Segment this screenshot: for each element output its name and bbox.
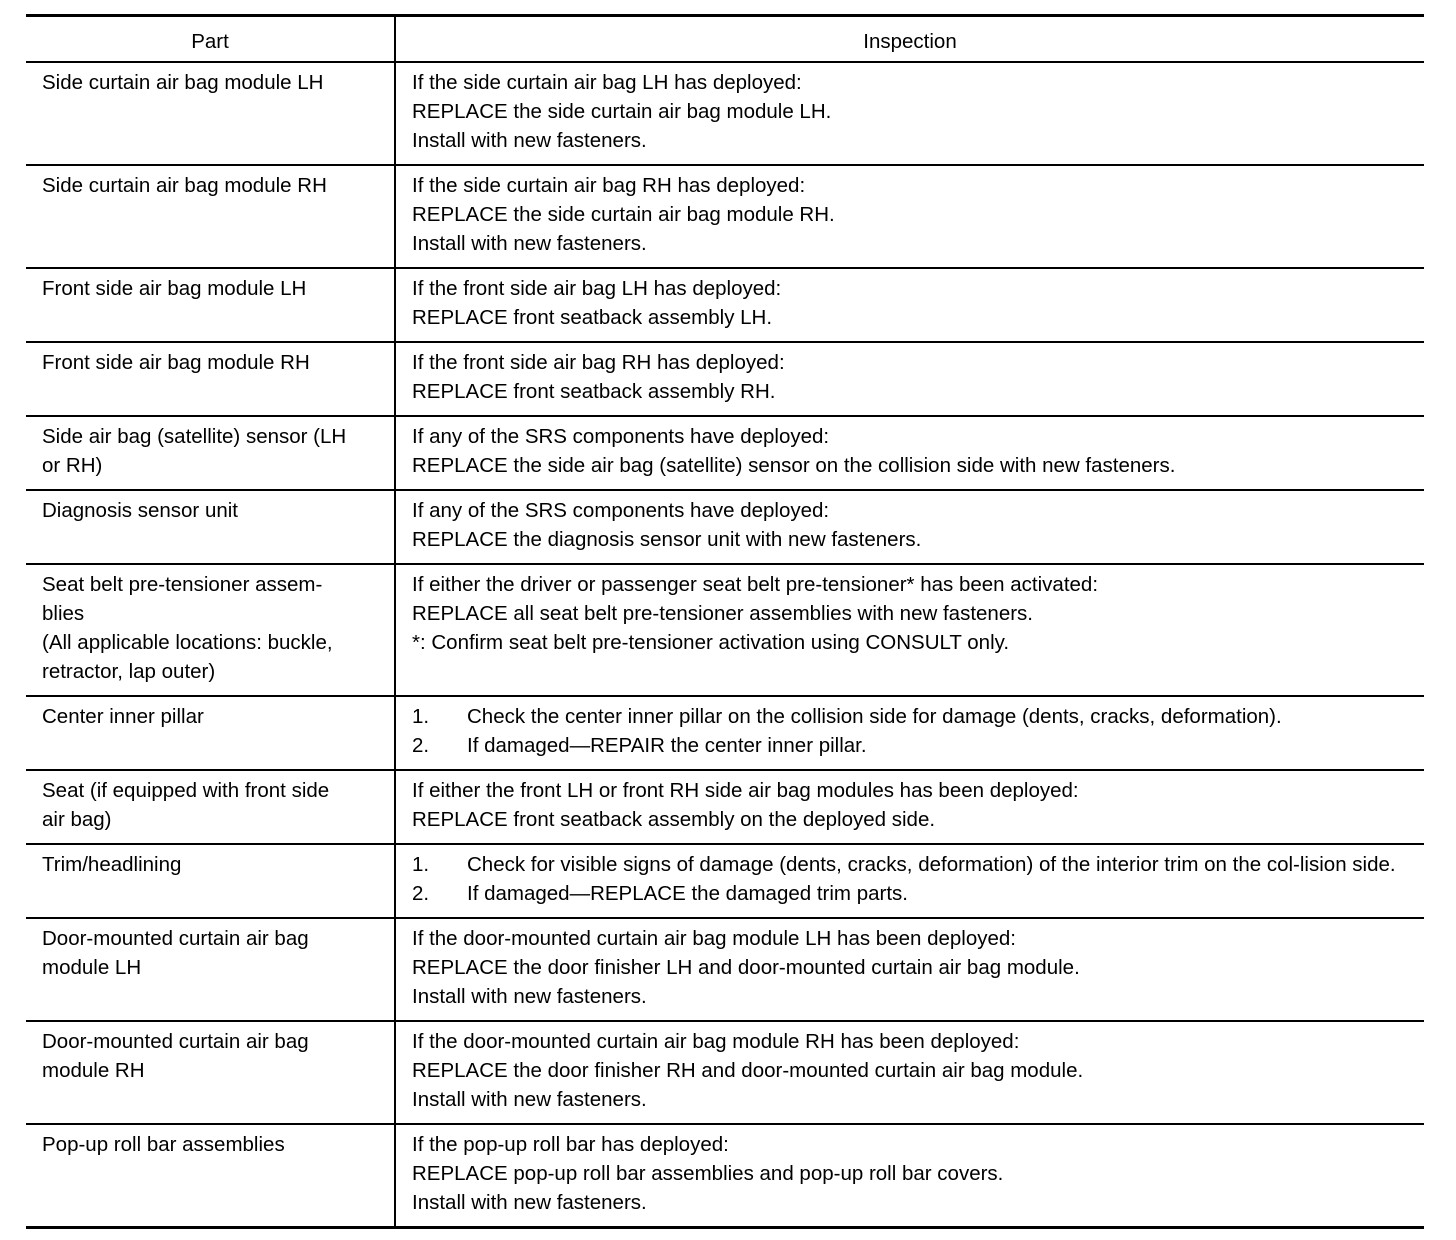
inspection-line: If the pop-up roll bar has deployed: (412, 1133, 729, 1156)
table-row (26, 1021, 1424, 1124)
inspection-line: If the door-mounted curtain air bag module LH has been deployed: (412, 927, 1016, 950)
inspection-cell (395, 342, 1424, 416)
part-name-line: Seat (if equipped with front side (42, 779, 330, 802)
part-cell (26, 416, 395, 490)
part-name-line: Center inner pillar (42, 705, 204, 728)
table-row (26, 918, 1424, 1021)
table-row (26, 1124, 1424, 1228)
part-inspection-table (26, 14, 1424, 1229)
inspection-step (412, 850, 1416, 879)
part-cell (26, 342, 395, 416)
inspection-step (412, 879, 1416, 908)
part-name-line: air bag) (42, 808, 112, 831)
inspection-line: If any of the SRS components have deployed: (412, 499, 830, 522)
inspection-line: Install with new fasteners. (412, 1191, 647, 1214)
inspection-cell (395, 165, 1424, 268)
inspection-line: REPLACE the side curtain air bag module LH. (412, 100, 832, 123)
table-row (26, 564, 1424, 696)
part-cell (26, 1124, 395, 1228)
part-cell (26, 564, 395, 696)
part-name-line: module RH (42, 1059, 145, 1082)
table-row (26, 844, 1424, 918)
part-cell (26, 918, 395, 1021)
inspection-line: If either the driver or passenger seat belt pre-tensioner* has been activated: (412, 573, 1099, 596)
inspection-step (412, 731, 1416, 760)
table-row (26, 268, 1424, 342)
inspection-line: If the front side air bag LH has deployed: (412, 277, 782, 300)
table-row (26, 770, 1424, 844)
part-name-line: Side curtain air bag module RH (42, 174, 327, 197)
inspection-cell (395, 1021, 1424, 1124)
part-cell (26, 696, 395, 770)
inspection-line: Install with new fasteners. (412, 232, 647, 255)
inspection-cell (395, 1124, 1424, 1228)
part-name-line: module LH (42, 956, 142, 979)
part-name-line: blies (42, 602, 85, 625)
inspection-cell (395, 268, 1424, 342)
table-row (26, 490, 1424, 564)
inspection-line: If any of the SRS components have deployed: (412, 425, 830, 448)
part-name-line: (All applicable locations: buckle, (42, 631, 333, 654)
part-name-line: Seat belt pre-tensioner assem- (42, 573, 323, 596)
inspection-cell (395, 564, 1424, 696)
inspection-line: *: Confirm seat belt pre-tensioner activation using CONSULT only. (412, 631, 1010, 654)
table-row (26, 342, 1424, 416)
inspection-cell (395, 918, 1424, 1021)
part-cell (26, 844, 395, 918)
inspection-line: REPLACE the side air bag (satellite) sensor on the collision side with new fasteners. (412, 454, 1176, 477)
inspection-line: REPLACE pop-up roll bar assemblies and pop-up roll bar covers. (412, 1162, 1004, 1185)
part-name-line: or RH) (42, 454, 103, 477)
part-name-line: Diagnosis sensor unit (42, 499, 238, 522)
inspection-line: REPLACE front seatback assembly LH. (412, 306, 773, 329)
part-name-line: Door-mounted curtain air bag (42, 1030, 309, 1053)
table-row (26, 62, 1424, 165)
column-header-inspection: Inspection (863, 29, 957, 53)
part-cell (26, 268, 395, 342)
step-number: 1. (412, 705, 430, 728)
table-row (26, 165, 1424, 268)
inspection-line: If the side curtain air bag LH has deployed: (412, 71, 802, 94)
table-header (26, 16, 1424, 63)
column-header-part: Part (26, 16, 395, 63)
part-cell (26, 1021, 395, 1124)
part-name-line: Side air bag (satellite) sensor (LH (42, 425, 347, 448)
part-name-line: Front side air bag module RH (42, 351, 310, 374)
inspection-step (412, 702, 1416, 731)
part-name-line: Pop-up roll bar assemblies (42, 1133, 285, 1156)
part-name-line: Trim/headlining (42, 853, 182, 876)
inspection-line: REPLACE front seatback assembly RH. (412, 380, 776, 403)
inspection-line: REPLACE all seat belt pre-tensioner assemblies with new fasteners. (412, 602, 1033, 625)
step-text: Check for visible signs of damage (dents, cracks, deformation) of the interior trim on the col-lision side. (467, 853, 1396, 876)
table-row (26, 696, 1424, 770)
step-number: 1. (412, 853, 430, 876)
inspection-line: REPLACE front seatback assembly on the deployed side. (412, 808, 936, 831)
inspection-line: REPLACE the side curtain air bag module RH. (412, 203, 835, 226)
inspection-cell (395, 844, 1424, 918)
step-text: If damaged—REPAIR the center inner pillar. (467, 734, 867, 757)
part-cell (26, 490, 395, 564)
inspection-line: Install with new fasteners. (412, 1088, 647, 1111)
inspection-cell (395, 416, 1424, 490)
part-name-line: retractor, lap outer) (42, 660, 216, 683)
inspection-line: If either the front LH or front RH side air bag modules has been deployed: (412, 779, 1079, 802)
inspection-line: REPLACE the door finisher RH and door-mounted curtain air bag module. (412, 1059, 1084, 1082)
inspection-table-container (26, 14, 1424, 1229)
step-text: If damaged—REPLACE the damaged trim parts. (467, 882, 908, 905)
part-cell (26, 62, 395, 165)
table-row (26, 416, 1424, 490)
step-text: Check the center inner pillar on the collision side for damage (dents, cracks, deformation). (467, 705, 1282, 728)
part-name-line: Front side air bag module LH (42, 277, 307, 300)
inspection-line: Install with new fasteners. (412, 129, 647, 152)
inspection-line: If the side curtain air bag RH has deployed: (412, 174, 806, 197)
part-cell (26, 770, 395, 844)
inspection-cell (395, 696, 1424, 770)
step-number: 2. (412, 734, 430, 757)
inspection-line: If the front side air bag RH has deployed: (412, 351, 785, 374)
inspection-line: REPLACE the diagnosis sensor unit with new fasteners. (412, 528, 922, 551)
part-cell (26, 165, 395, 268)
inspection-cell (395, 490, 1424, 564)
part-name-line: Door-mounted curtain air bag (42, 927, 309, 950)
inspection-cell (395, 62, 1424, 165)
header-row (26, 16, 1424, 63)
step-number: 2. (412, 882, 430, 905)
inspection-line: Install with new fasteners. (412, 985, 647, 1008)
inspection-line: If the door-mounted curtain air bag module RH has been deployed: (412, 1030, 1020, 1053)
part-name-line: Side curtain air bag module LH (42, 71, 324, 94)
inspection-cell (395, 770, 1424, 844)
table-body (26, 62, 1424, 1228)
inspection-line: REPLACE the door finisher LH and door-mounted curtain air bag module. (412, 956, 1080, 979)
